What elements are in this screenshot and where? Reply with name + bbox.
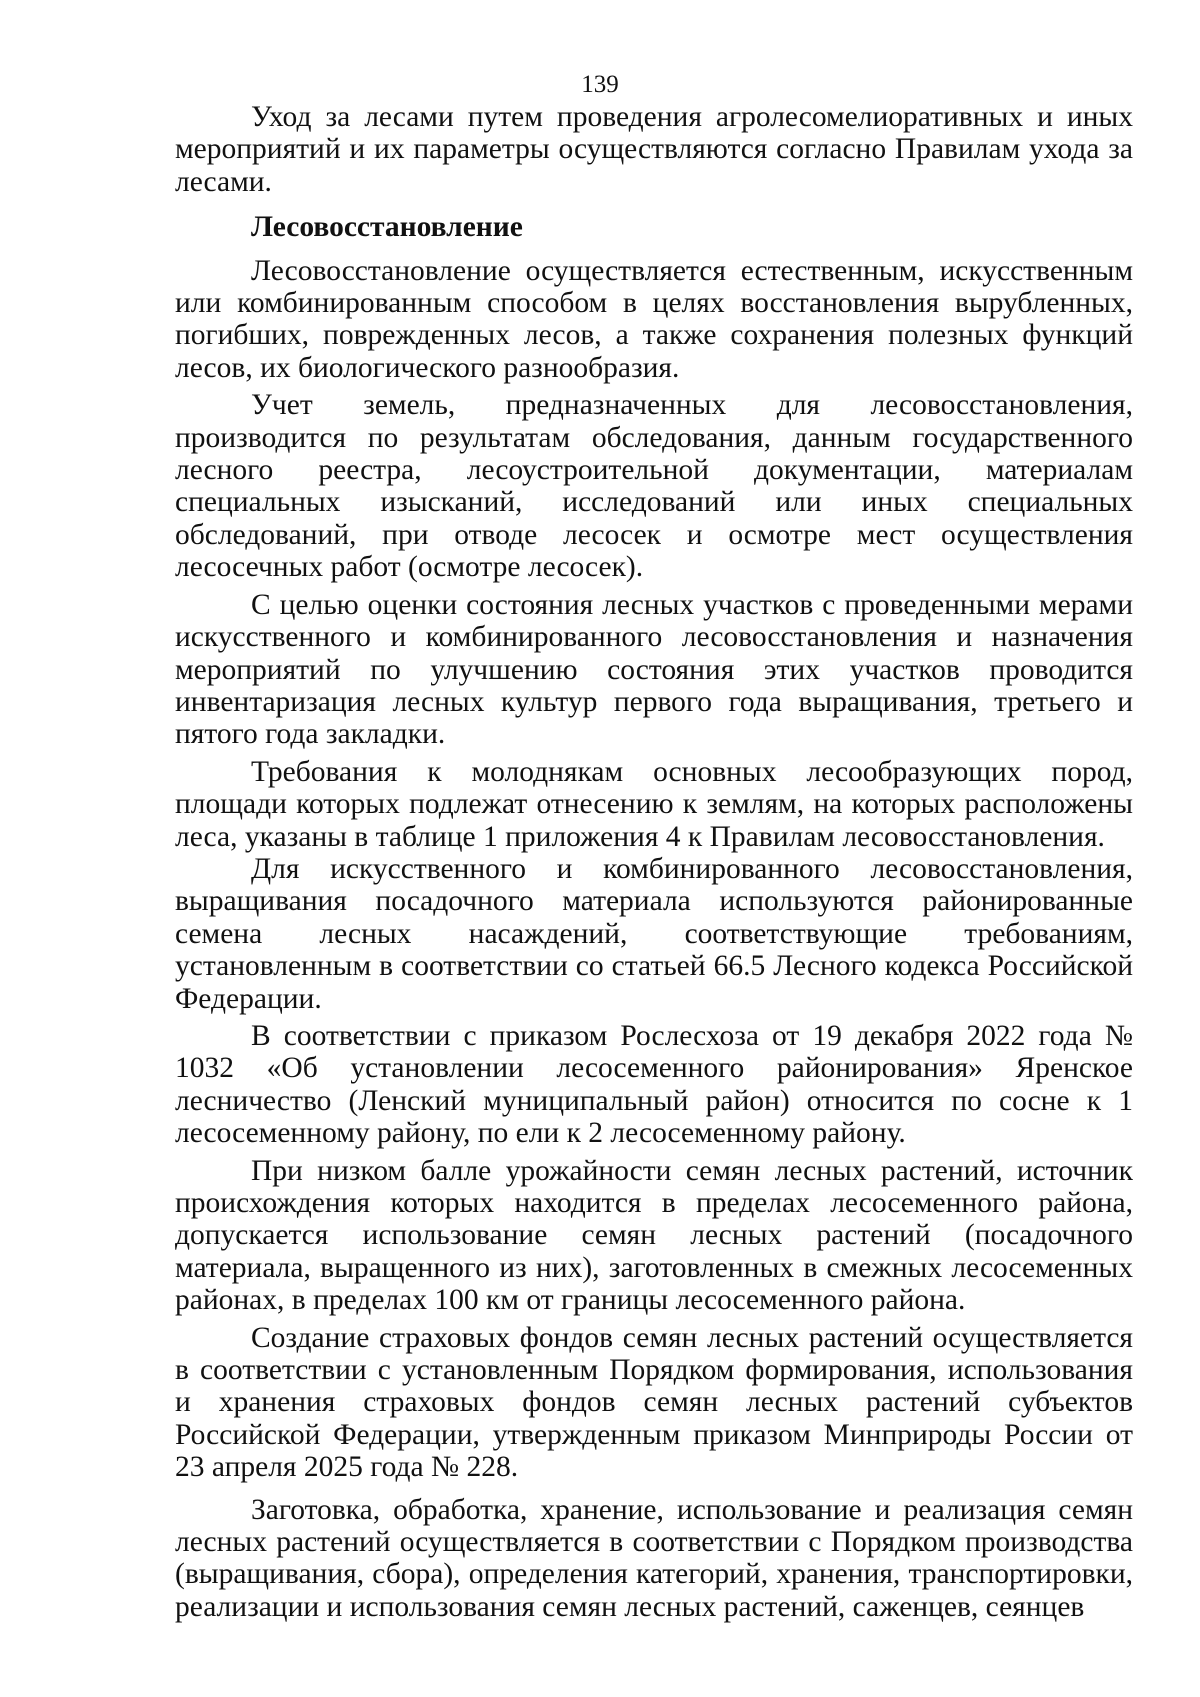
paragraph-forest-care: Уход за лесами путем проведения агролесомелиоративных и иных мероприятий и их параметры осуществляются согласно Правилам ухода за лесами. — [175, 101, 1133, 198]
section-heading-reforestation: Лесовосстановление — [251, 211, 523, 244]
paragraph-seed-procurement: Заготовка, обработка, хранение, использование и реализация семян лесных растений осуществляется в соответствии с Порядком производства (выращивания, сбора), определения категорий, хранения, транспортировки, реализации и использования семян лесных растений, саженцев, сеянцев — [175, 1493, 1133, 1623]
page-number: 139 — [581, 71, 619, 98]
paragraph-land-accounting: Учет земель, предназначенных для лесовосстановления, производится по результатам обследования, данным государственного лесного реестра, лесоустроительной документации, материалам специальных изысканий, исследований или иных специальных обследований, при отводе лесосек и осмотре мест осуществления лесосечных работ (осмотре лесосек). — [175, 389, 1133, 584]
paragraph-low-yield: При низком балле урожайности семян лесных растений, источник происхождения которых находится в пределах лесосеменного района, допускается использование семян лесных растений (посадочного материала, выращенного из них), заготовленных в смежных лесосеменных районах, в пределах 100 км от границы лесосеменного района. — [175, 1154, 1133, 1317]
document-body — [175, 101, 1133, 1623]
paragraph-young-stands: Требования к молоднякам основных лесообразующих пород, площади которых подлежат отнесению к землям, на которых расположены леса, указаны в таблице 1 приложения 4 к Правилам лесовосстановления. — [175, 755, 1133, 853]
paragraph-seed-requirements: Для искусственного и комбинированного лесовосстановления, выращивания посадочного материала используются районированные семена лесных насаждений, соответствующие требованиям, установленным в соответствии со статьей 66.5 Лесного кодекса Российской Федерации. — [175, 852, 1133, 1015]
paragraph-reforestation-methods: Лесовосстановление осуществляется естественным, искусственным или комбинированным способом в целях восстановления вырубленных, погибших, поврежденных лесов, а также сохранения полезных функций лесов, их биологического разнообразия. — [175, 254, 1133, 384]
paragraph-insurance-funds: Создание страховых фондов семян лесных растений осуществляется в соответствии с установленным Порядком формирования, использования и хранения страховых фондов семян лесных растений субъектов Российской Федерации, утвержденным приказом Минприроды России от 23 апреля 2025 года № 228. — [175, 1321, 1133, 1484]
paragraph-inventory: С целью оценки состояния лесных участков с проведенными мерами искусственного и комбинированного лесовосстановления и назначения мероприятий по улучшению состояния этих участков проводится инвентаризация лесных культур первого года выращивания, третьего и пятого года закладки. — [175, 588, 1133, 751]
paragraph-seed-zoning: В соответствии с приказом Рослесхоза от 19 декабря 2022 года № 1032 «Об установлении лесосеменного районирования» Яренское лесничество (Ленский муниципальный район) относится по сосне к 1 лесосеменному району, по ели к 2 лесосеменному району. — [175, 1019, 1133, 1150]
